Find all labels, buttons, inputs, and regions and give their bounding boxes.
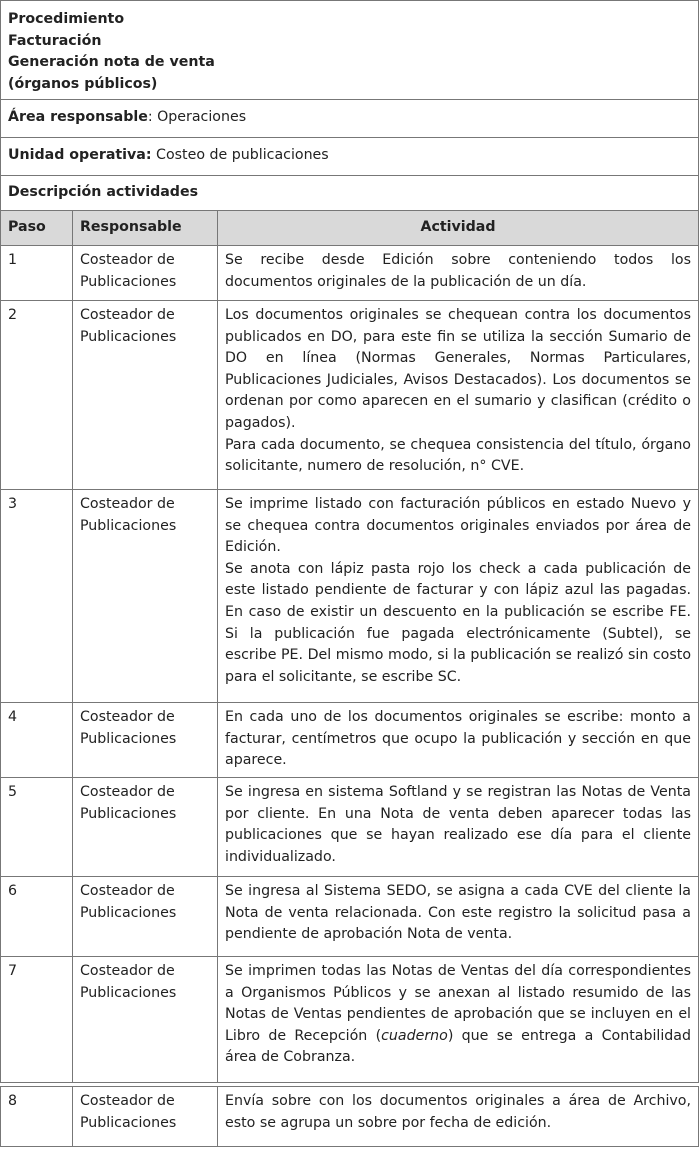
step-cell: 8 — [1, 1086, 73, 1146]
activity-text: Se imprime listado con facturación públicos en estado Nuevo y se chequea contra documentos originales enviados por área de Edición. — [225, 495, 691, 556]
unit-value: Costeo de publicaciones — [151, 147, 329, 164]
activity-cell — [218, 245, 699, 300]
activity-text: Los documentos originales se chequean contra los documentos publicados en DO, para este fin se utiliza la sección Sumario de DO en línea (Normas Generales, Normas Particulares, Publicaciones Judiciales, Avisos Destacados). Los documentos se ordenan por como aparecen en el sumario y clasifican (crédito o pagados). — [225, 306, 691, 431]
activity-text-part: ) que se entrega a Contabilidad área de Cobranza. — [225, 1027, 691, 1066]
area-label: Área responsable — [8, 109, 148, 126]
table-row — [1, 300, 699, 489]
unit-row — [1, 138, 699, 176]
step-cell: 5 — [1, 777, 73, 876]
responsible-cell: Costeador de Publicaciones — [73, 489, 218, 702]
title-line: (órganos públicos) — [8, 75, 158, 92]
activity-text: Se recibe desde Edición sobre conteniendo todos los documentos originales de la publicación de un día. — [225, 251, 691, 290]
activity-text-part: Se imprimen todas las Notas de Ventas del día correspondientes a Organismos Públicos y se anexan al listado resumido de las Notas de Ventas pendientes de aprobación que se incluyen en el Libro de Recepción ( — [225, 962, 691, 1044]
col-header-responsable: Responsable — [73, 211, 218, 246]
activity-cell — [218, 1086, 699, 1146]
activity-cell — [218, 300, 699, 489]
step-cell: 6 — [1, 876, 73, 956]
unit-label: Unidad operativa: — [8, 147, 152, 164]
section-heading: Descripción actividades — [1, 176, 699, 211]
step-cell: 4 — [1, 702, 73, 777]
step-cell: 2 — [1, 300, 73, 489]
activity-cell — [218, 489, 699, 702]
activity-text-emphasis: cuaderno — [381, 1027, 448, 1044]
area-row — [1, 100, 699, 138]
responsible-cell: Costeador de Publicaciones — [73, 702, 218, 777]
title-row — [1, 1, 699, 100]
step-cell: 1 — [1, 245, 73, 300]
responsible-cell: Costeador de Publicaciones — [73, 300, 218, 489]
activity-text: Envía sobre con los documentos originales a área de Archivo, esto se agrupa un sobre por fecha de edición. — [225, 1092, 691, 1131]
table-row — [1, 702, 699, 777]
title-line: Facturación — [8, 32, 102, 49]
activity-cell — [218, 876, 699, 956]
activity-cell — [218, 956, 699, 1082]
responsible-cell: Costeador de Publicaciones — [73, 245, 218, 300]
activity-text: Para cada documento, se chequea consistencia del título, órgano solicitante, numero de resolución, n° CVE. — [225, 436, 691, 475]
responsible-cell: Costeador de Publicaciones — [73, 876, 218, 956]
activity-text: Se ingresa en sistema Softland y se registran las Notas de Venta por cliente. En una Nota de venta deben aparecer todas las publicaciones que se hayan realizado ese día para el cliente individualizado. — [225, 783, 691, 865]
title-line: Generación nota de venta — [8, 54, 215, 71]
col-header-paso: Paso — [1, 211, 73, 246]
column-header-row — [1, 211, 699, 246]
col-header-actividad: Actividad — [218, 211, 699, 246]
activity-text: Se ingresa al Sistema SEDO, se asigna a cada CVE del cliente la Nota de venta relacionada. Con este registro la solicitud pasa a pendiente de aprobación Nota de venta. — [225, 882, 691, 943]
area-value: : Operaciones — [147, 109, 247, 126]
activity-text — [225, 961, 691, 1069]
table-row — [1, 245, 699, 300]
table-row — [1, 489, 699, 702]
activity-text: En cada uno de los documentos originales se escribe: monto a facturar, centímetros que ocupo la publicación y sección en que aparece. — [225, 708, 691, 769]
activity-cell — [218, 777, 699, 876]
table-row — [1, 876, 699, 956]
section-row — [1, 176, 699, 211]
table-row — [1, 956, 699, 1082]
table-row — [1, 1086, 699, 1146]
title-line: Procedimiento — [8, 11, 125, 27]
responsible-cell: Costeador de Publicaciones — [73, 1086, 218, 1146]
table-row — [1, 777, 699, 876]
step-cell: 3 — [1, 489, 73, 702]
activity-text: Se anota con lápiz pasta rojo los check a cada publicación de este listado pendiente de facturar y con lápiz azul las pagadas. En caso de existir un descuento en la publicación se escribe FE. Si la publicación fue pagada electrónicamente (Subtel), se escribe PE. Del mismo modo, si la publicación se realizó sin costo para el solicitante, se escribe SC. — [225, 560, 691, 685]
responsible-cell: Costeador de Publicaciones — [73, 777, 218, 876]
step-cell: 7 — [1, 956, 73, 1082]
responsible-cell: Costeador de Publicaciones — [73, 956, 218, 1082]
activity-cell — [218, 702, 699, 777]
